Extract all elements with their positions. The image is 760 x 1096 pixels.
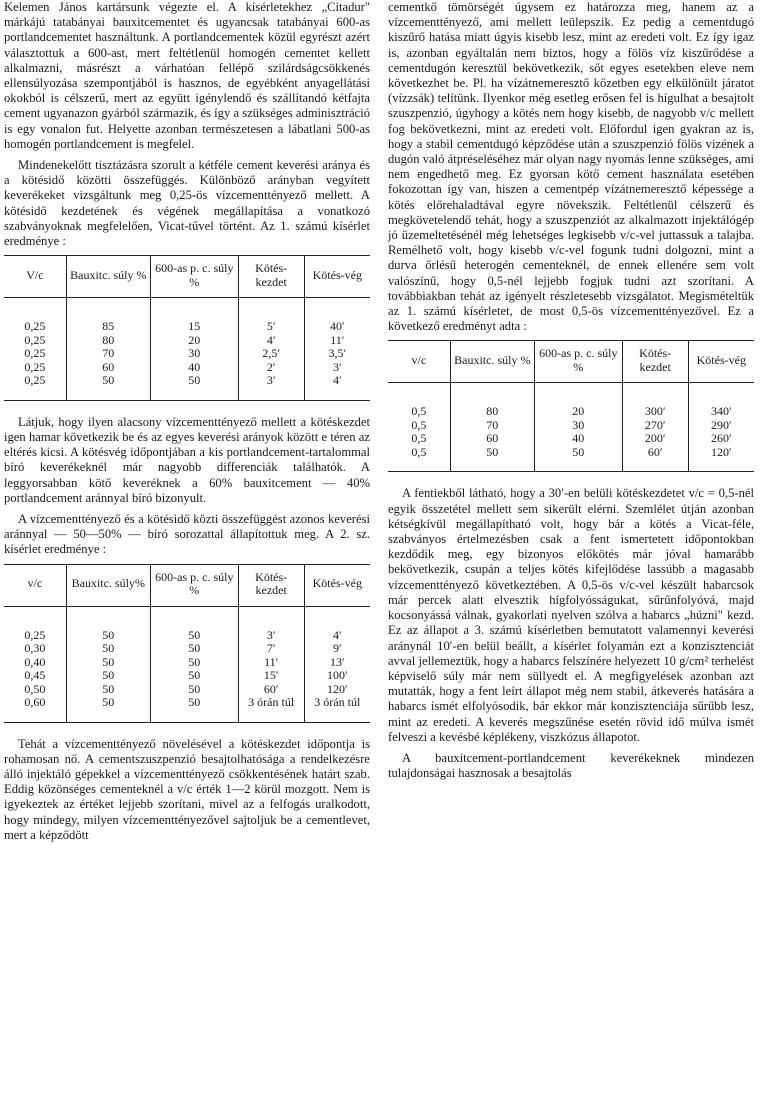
table-cell: 100′ [326, 668, 348, 683]
table-cell: 60 [66, 361, 150, 375]
table-cell: 4′ [238, 334, 304, 348]
table-1-header-row [4, 256, 370, 298]
table-1-header-bauxit: Bauxitc. súly % [66, 256, 150, 298]
table-cell: 2,5′ [238, 347, 304, 361]
table-3-header-vc: v/c [388, 341, 450, 383]
table-cell: 40 [150, 361, 238, 375]
table-cell: 50 [66, 669, 150, 683]
table-cell: 30 [534, 419, 622, 433]
table-3-header-start: Kötés-kezdet [622, 341, 688, 383]
table-cell: 5′ [238, 298, 304, 334]
table-cell: 60 [450, 432, 534, 446]
table-cell: 11′ [330, 332, 345, 347]
table-row [4, 334, 370, 348]
table-cell: 40′ [329, 319, 345, 334]
table-row [4, 298, 370, 334]
table-cell: 15 [150, 298, 238, 334]
table-3-header-portland: 600-as p. c. súly % [534, 341, 622, 383]
left-column [4, 0, 370, 849]
table-cell: 0,5 [388, 432, 450, 446]
table-row [4, 683, 370, 697]
table-cell: 50 [450, 446, 534, 472]
table-cell: 0,30 [4, 642, 66, 656]
table-2-header-end: Kötés-vég [304, 564, 370, 606]
table-cell: 3 órán túl [238, 696, 304, 722]
left-paragraph-3: Látjuk, hogy ilyen alacsony vízcementtényező mellett a kötéskezdet igen hamar következik be és az egyes keverési arányok között e téren az eltérés kicsi. A kötésvég időpontjában a kis portlandcement-tartalommal bíró keverékeknél már nagyobb differenciák találhatók. A leggyorsabban kötő keveréknek a 60% bauxitcement — 40% portlandcement aránnyal bíró bizonyult. [4, 414, 370, 505]
table-row [388, 446, 754, 472]
table-cell: 70 [450, 419, 534, 433]
left-paragraph-2: Mindenekelőtt tisztázásra szorult a kétféle cement keverési aránya és a kötésidő közötti összefüggés. Különböző arányban vegyített keverékeket vizsgáltunk meg 0,25-ös vízcementtényező mellett. A kötésidő kezdetének és végének megállapítása a vonatkozó szabványoknak megfelelően, Vicat-tűvel történt. Az 1. számú kísérlet eredménye : [4, 158, 370, 249]
table-cell: 3′ [238, 606, 304, 642]
table-cell: 0,5 [388, 419, 450, 433]
table-cell: 0,5 [388, 383, 450, 419]
table-cell: 340′ [710, 404, 732, 419]
table-row [4, 656, 370, 670]
table-cell: 0,25 [4, 374, 66, 400]
table-cell: 50 [150, 669, 238, 683]
table-cell: 50 [66, 656, 150, 670]
table-cell: 50 [534, 446, 622, 472]
table-cell: 50 [66, 606, 150, 642]
table-3 [388, 340, 754, 472]
table-3-header-end: Kötés-vég [688, 341, 754, 383]
right-paragraph-3: A bauxitcement-portlandcement keverékeknek mindezen tulajdonságai hasznosak a besajtolás [388, 750, 754, 781]
table-3-header-row [388, 341, 754, 383]
table-cell: 260′ [710, 431, 732, 446]
table-cell: 300′ [622, 383, 688, 419]
table-cell: 20 [534, 383, 622, 419]
table-1-header-end: Kötés-vég [304, 256, 370, 298]
table-cell: 4′ [332, 627, 342, 642]
table-cell: 0,25 [4, 298, 66, 334]
right-paragraph-1: cementkő tömörségét úgysem ez határozza meg, hanem az a vízcementtényező, ami mellett leülepszik. Ez pedig a cementdugó kiszűrő hatása miatt úgyis kisebb lesz, mint az eredeti volt. Ez így igaz is, azonban egyáltalán nem biztos, hogy a fölös víz kiszűrődése a cementdugón keresztül bekövetkezik, sőt egyes esetekben eleve nem következhet be. Pl. ha vízátnemeresztő kőzetben egy elkülönült járatot (vízzsák) telítünk. Ilyenkor még esetleg erősen fel is hígulhat a besajtolt szuszpenzió, úgyhogy a kötés nem hogy kisebb, de nagyobb v/c mellett fog bekövetkezni, mint az eredeti volt. Előfordul igen gyakran az is, hogy a stabil cementdugó képződése után a szuszpenzió fölös vizének a dugón való átpréseléséhez már olyan nagy nyomás lenne szükséges, ami nem engedhető meg. Ez gyorsan kötő cement használata esetében fokozottan így van, hiszen a cementpép vízátnemeresztő képessége a kötés előrehaladtával egyre növekszik. Feltétlenül célszerű és megkövetelendő tehát, hogy a szuszpenziót az alkalmazott injektálógép jó üzemeltetésénél még lehetséges legkisebb v/c-vel juttassuk a talajba. Remélhető volt, hogy kisebb v/c-vel fogunk tudni dolgozni, mint a durva őrlésű heterogén cementeknél, de ennek ellenére sem volt valószínű, hogy 0,5-nél lejjebb fogjuk tudni azt szorítani. A továbbiakban tehát az igényelt részletesebb vizsgálatot. Megismételtük az 1. számú kísérletet, de most 0,5-ös vízcementtényezővel. Ez a következő eredményt adta : [388, 0, 754, 334]
table-cell: 3 órán túl [314, 695, 361, 710]
table-row [4, 361, 370, 375]
table-cell: 50 [66, 696, 150, 722]
table-cell: 3′ [332, 359, 342, 374]
table-row [388, 383, 754, 419]
table-row [4, 606, 370, 642]
table-1-header-portland: 600-as p. c. súly % [150, 256, 238, 298]
table-1 [4, 255, 370, 401]
table-cell: 50 [150, 683, 238, 697]
table-3-header-bauxit: Bauxitc. súly % [450, 341, 534, 383]
table-cell: 13′ [329, 654, 345, 669]
table-cell: 2′ [238, 361, 304, 375]
table-cell: 40 [534, 432, 622, 446]
right-column [388, 0, 754, 787]
left-paragraph-4: A vízcementtényező és a kötésidő közti összefüggést azonos keverési aránnyal — 50—50% — bíró sorozattal állapítottuk meg. A 2. sz. kísérlet eredménye : [4, 511, 370, 557]
table-cell: 4′ [332, 373, 342, 388]
table-cell: 80 [450, 383, 534, 419]
table-row [4, 642, 370, 656]
left-paragraph-5: Tehát a vízcementtényező növelésével a kötéskezdet időpontja is rohamosan nő. A cementszuszpenzió besajtolhatósága a rendelkezésre álló injektáló gépekkel a vízcementtényező csökkentésének határt szab. Eddig közönséges cementeknél a v/c érték 1—2 körül mozgott. Nem is igyekeztek az értéket lejjebb szorítani, mivel az a felfogás uralkodott, hogy mindegy, milyen vízcementtényezővel sajtoljuk be a cementlevet, mert a képződött [4, 736, 370, 842]
table-cell: 9′ [332, 641, 342, 656]
table-row [4, 347, 370, 361]
table-cell: 60′ [238, 683, 304, 697]
right-paragraph-2: A fentiekből látható, hogy a 30′-en belüli kötéskezdetet v/c = 0,5-nél egyik összetétel mellett sem sikerült elérni. Szemlélet útján azonban kétségkívül megállapítható volt, hogy bár a kötés a Vicat-féle, szabványos értelmezésben csak a fent ismertetett időpontokban kezdődik meg, egy bizonyos előkötés már jóval hamarább bekövetkezik, csupán a teljes kötés kifejlődése lassúbb a magasabb vízcementtényező következtében. A 0,5-ös v/c-vel készült habarcsok már percek alatt elvesztik hígfolyósságukat, sűrűnfolyóvá, majd kocsonyássá válnak, gyakorlati nyelven szólva a habarcs „húzni" kezd. Ez az állapot a 3. számú kísérletben bemutatott valamennyi keverési aránynál 10′-en belül beállt, a kísérlet folyamán ezt a konzisztenciát avval jellemeztük, hogy a habarcs felszínére helyezett 10 g/cm² terhelést képviselő súly már nem süllyedt el. A megfigyelések azonban azt mutatták, hogy a fent leírt állapot még nem stabil, átkeverés hatására a habarcs ismét elfolyósodik, bár ekkor már konzisztenciája sűrűbb lesz, mint az eredeti. A keverés megszűnése esetén rövid idő múlva ismét felveszi a kevésbé képlékeny, viszkózus állapotot. [388, 486, 754, 744]
table-2-header-vc: v/c [4, 564, 66, 606]
table-cell: 270′ [622, 419, 688, 433]
table-cell: 0,25 [4, 361, 66, 375]
table-cell: 0,25 [4, 347, 66, 361]
table-cell: 7′ [238, 642, 304, 656]
table-cell: 80 [66, 334, 150, 348]
table-cell: 120′ [710, 444, 732, 459]
table-row [4, 374, 370, 400]
table-1-header-start: Kötés-kezdet [238, 256, 304, 298]
table-2 [4, 564, 370, 723]
table-2-header-bauxit: Bauxitc. súly% [66, 564, 150, 606]
table-cell: 50 [66, 374, 150, 400]
table-cell: 0,40 [4, 656, 66, 670]
left-paragraph-1: Kelemen János kartársunk végezte el. A kísérletekhez „Citadur" márkájú tatabányai bauxitcementet és ugyancsak tatabányai 600-as portlandcementet használtunk. A portlandcementek közül egyrészt azért választottuk a 600-ast, mert feltétlenül homogén cementet kellett alkalmazni, másrészt a várhatóan fellépő szilárdságcsökkenés ellensúlyozása szempontjából is hasznos, de egyébként anyagellátási okokból is célszerű, mert az együtt igénylendő és szállítandó kétfajta cement ugyanazon gyárból származik, és így a szükséges adminisztráció is egy vonalon fut. Helyette azonban természetesen a lábatlani 500-as homogén portlandcement is megfelel. [4, 0, 370, 151]
table-row [388, 432, 754, 446]
table-2-header-portland: 600-as p. c. súly % [150, 564, 238, 606]
table-cell: 85 [66, 298, 150, 334]
table-cell: 120′ [326, 681, 348, 696]
table-cell: 11′ [238, 656, 304, 670]
table-cell: 0,5 [388, 446, 450, 472]
table-cell: 30 [150, 347, 238, 361]
table-cell: 0,25 [4, 334, 66, 348]
table-2-header-start: Kötés-kezdet [238, 564, 304, 606]
table-cell: 50 [66, 683, 150, 697]
table-cell: 0,25 [4, 606, 66, 642]
table-row [4, 669, 370, 683]
table-row [388, 419, 754, 433]
table-cell: 50 [150, 642, 238, 656]
table-2-header-row [4, 564, 370, 606]
table-cell: 200′ [622, 432, 688, 446]
table-cell: 50 [150, 374, 238, 400]
table-cell: 20 [150, 334, 238, 348]
table-cell: 0,45 [4, 669, 66, 683]
table-cell: 0,60 [4, 696, 66, 722]
table-cell: 50 [150, 606, 238, 642]
table-cell: 70 [66, 347, 150, 361]
table-cell: 50 [150, 656, 238, 670]
table-cell: 50 [66, 642, 150, 656]
table-row [4, 696, 370, 722]
table-cell: 50 [150, 696, 238, 722]
table-cell: 15′ [238, 669, 304, 683]
table-cell: 60′ [622, 446, 688, 472]
table-1-header-vc: V/c [4, 256, 66, 298]
table-cell: 290′ [710, 417, 732, 432]
table-cell: 3,5′ [328, 346, 347, 361]
table-cell: 3′ [238, 374, 304, 400]
table-cell: 0,50 [4, 683, 66, 697]
